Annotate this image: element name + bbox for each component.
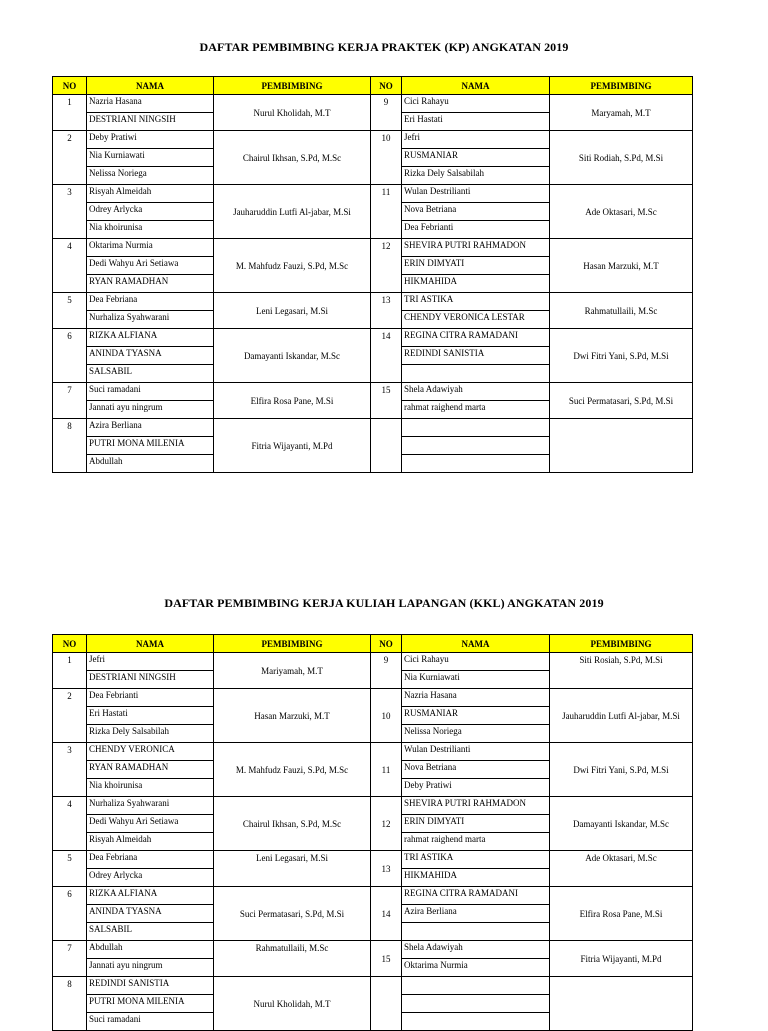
student-name-cell: Jefri bbox=[87, 653, 214, 671]
student-name-cell: Suci ramadani bbox=[87, 1013, 214, 1031]
student-name-cell: Nazria Hasana bbox=[402, 689, 550, 707]
student-name-cell: Nia khoirunisa bbox=[87, 779, 214, 797]
student-name-cell: Dea Febriana bbox=[87, 293, 214, 311]
student-name-cell: Odrey Arlycka bbox=[87, 869, 214, 887]
student-name-cell: REGINA CITRA RAMADANI bbox=[402, 329, 550, 347]
supervisor-cell: Fitria Wijayanti, M.Pd bbox=[550, 941, 693, 977]
student-name-cell: RUSMANIAR bbox=[402, 707, 550, 725]
table-row bbox=[53, 293, 693, 311]
student-name-cell bbox=[402, 995, 550, 1013]
student-no-cell: 7 bbox=[53, 383, 87, 419]
supervisor-cell: Siti Rodiah, S.Pd, M.Si bbox=[550, 131, 693, 185]
student-name-cell: Cici Rahayu bbox=[402, 95, 550, 113]
student-name-cell: Abdullah bbox=[87, 941, 214, 959]
supervisor-cell: Jauharuddin Lutfi Al-jabar, M.Si bbox=[214, 185, 371, 239]
student-name-cell: Nurhaliza Syahwarani bbox=[87, 311, 214, 329]
student-name-cell: ERIN DIMYATI bbox=[402, 815, 550, 833]
student-no-cell: 9 bbox=[371, 653, 402, 689]
supervisor-cell: Leni Legasari, M.Si bbox=[214, 851, 371, 887]
student-name-cell: Risyah Almeidah bbox=[87, 185, 214, 203]
student-name-cell: Nia khoirunisa bbox=[87, 221, 214, 239]
student-no-cell: 6 bbox=[53, 329, 87, 383]
student-name-cell: CHENDY VERONICA LESTAR bbox=[402, 311, 550, 329]
header-no: NO bbox=[53, 77, 87, 95]
student-name-cell bbox=[402, 977, 550, 995]
kp-table bbox=[52, 76, 693, 473]
student-name-cell: HIKMAHIDA bbox=[402, 275, 550, 293]
student-name-cell: REGINA CITRA RAMADANI bbox=[402, 887, 550, 905]
supervisor-cell: Chairul Ikhsan, S.Pd, M.Sc bbox=[214, 797, 371, 851]
student-no-cell: 9 bbox=[371, 95, 402, 131]
student-name-cell: Eri Hastati bbox=[87, 707, 214, 725]
supervisor-cell bbox=[550, 977, 693, 1031]
student-name-cell: RIZKA ALFIANA bbox=[87, 887, 214, 905]
student-name-cell: REDINDI SANISTIA bbox=[87, 977, 214, 995]
supervisor-cell: Rahmatullaili, M.Sc bbox=[550, 293, 693, 329]
table-row bbox=[53, 239, 693, 257]
student-name-cell: REDINDI SANISTIA bbox=[402, 347, 550, 365]
table-row bbox=[53, 887, 693, 905]
student-no-cell: 15 bbox=[371, 383, 402, 419]
header-nama: NAMA bbox=[87, 77, 214, 95]
student-no-cell: 14 bbox=[371, 887, 402, 941]
student-name-cell: PUTRI MONA MILENIA bbox=[87, 437, 214, 455]
supervisor-cell: Suci Permatasari, S.Pd, M.Si bbox=[550, 383, 693, 419]
supervisor-cell: Dwi Fitri Yani, S.Pd, M.Si bbox=[550, 743, 693, 797]
student-name-cell: Risyah Almeidah bbox=[87, 833, 214, 851]
student-name-cell: Wulan Destrilianti bbox=[402, 743, 550, 761]
student-name-cell: Dedi Wahyu Ari Setiawa bbox=[87, 815, 214, 833]
student-name-cell: Wulan Destrilianti bbox=[402, 185, 550, 203]
header-pembimbing: PEMBIMBING bbox=[550, 635, 693, 653]
student-no-cell: 11 bbox=[371, 743, 402, 797]
student-no-cell: 10 bbox=[371, 689, 402, 743]
student-name-cell: Oktarima Nurmia bbox=[402, 959, 550, 977]
student-name-cell: Nelissa Noriega bbox=[87, 167, 214, 185]
supervisor-cell: Leni Legasari, M.Si bbox=[214, 293, 371, 329]
student-name-cell: SALSABIL bbox=[87, 923, 214, 941]
header-nama: NAMA bbox=[402, 635, 550, 653]
kkl-title: DAFTAR PEMBIMBING KERJA KULIAH LAPANGAN (KKL) ANGKATAN 2019 bbox=[164, 596, 604, 610]
kkl-header-row bbox=[53, 635, 693, 653]
supervisor-cell: Ade Oktasari, M.Sc bbox=[550, 185, 693, 239]
student-name-cell: Suci ramadani bbox=[87, 383, 214, 401]
student-name-cell: rahmat raighend marta bbox=[402, 401, 550, 419]
student-no-cell: 15 bbox=[371, 941, 402, 977]
student-no-cell: 8 bbox=[53, 419, 87, 473]
header-pembimbing: PEMBIMBING bbox=[214, 635, 371, 653]
table-row bbox=[53, 743, 693, 761]
student-name-cell: Abdullah bbox=[87, 455, 214, 473]
student-no-cell: 4 bbox=[53, 239, 87, 293]
header-pembimbing: PEMBIMBING bbox=[550, 77, 693, 95]
student-name-cell: Nia Kurniawati bbox=[87, 149, 214, 167]
supervisor-cell: Ade Oktasari, M.Sc bbox=[550, 851, 693, 887]
student-name-cell: Nelissa Noriega bbox=[402, 725, 550, 743]
student-name-cell: HIKMAHIDA bbox=[402, 869, 550, 887]
supervisor-cell: Nurul Kholidah, M.T bbox=[214, 95, 371, 131]
supervisor-cell: Hasan Marzuki, M.T bbox=[214, 689, 371, 743]
student-name-cell: PUTRI MONA MILENIA bbox=[87, 995, 214, 1013]
kkl-table bbox=[52, 634, 693, 1031]
student-no-cell: 6 bbox=[53, 887, 87, 941]
supervisor-cell: Fitria Wijayanti, M.Pd bbox=[214, 419, 371, 473]
student-name-cell: Dea Febrianti bbox=[87, 689, 214, 707]
student-name-cell: RUSMANIAR bbox=[402, 149, 550, 167]
student-no-cell: 12 bbox=[371, 239, 402, 293]
kp-title: DAFTAR PEMBIMBING KERJA PRAKTEK (KP) ANGKATAN 2019 bbox=[199, 40, 569, 54]
student-name-cell bbox=[402, 365, 550, 383]
student-name-cell: ANINDA TYASNA bbox=[87, 347, 214, 365]
student-name-cell: DESTRIANI NINGSIH bbox=[87, 671, 214, 689]
student-name-cell: Deby Pratiwi bbox=[87, 131, 214, 149]
supervisor-cell: Nurul Kholidah, M.T bbox=[214, 977, 371, 1031]
student-no-cell: 1 bbox=[53, 653, 87, 689]
table-row bbox=[53, 185, 693, 203]
student-name-cell: SHEVIRA PUTRI RAHMADON bbox=[402, 797, 550, 815]
supervisor-cell: M. Mahfudz Fauzi, S.Pd, M.Sc bbox=[214, 239, 371, 293]
student-no-cell: 13 bbox=[371, 293, 402, 329]
table-row bbox=[53, 689, 693, 707]
table-row bbox=[53, 797, 693, 815]
student-name-cell: Nazria Hasana bbox=[87, 95, 214, 113]
table-row bbox=[53, 941, 693, 959]
supervisor-cell: Chairul Ikhsan, S.Pd, M.Sc bbox=[214, 131, 371, 185]
student-name-cell bbox=[402, 923, 550, 941]
table-row bbox=[53, 653, 693, 671]
student-name-cell: Azira Berliana bbox=[402, 905, 550, 923]
supervisor-cell: Dwi Fitri Yani, S.Pd, M.Si bbox=[550, 329, 693, 383]
student-name-cell: Oktarima Nurmia bbox=[87, 239, 214, 257]
student-name-cell: DESTRIANI NINGSIH bbox=[87, 113, 214, 131]
student-no-cell: 5 bbox=[53, 293, 87, 329]
table-row bbox=[53, 329, 693, 347]
student-name-cell: RYAN RAMADHAN bbox=[87, 761, 214, 779]
table-row bbox=[53, 95, 693, 113]
student-name-cell: Nova Betriana bbox=[402, 203, 550, 221]
student-name-cell: Nurhaliza Syahwarani bbox=[87, 797, 214, 815]
student-no-cell: 1 bbox=[53, 95, 87, 131]
header-nama: NAMA bbox=[402, 77, 550, 95]
table-row bbox=[53, 851, 693, 869]
header-no: NO bbox=[371, 635, 402, 653]
student-name-cell: ANINDA TYASNA bbox=[87, 905, 214, 923]
table-row bbox=[53, 131, 693, 149]
student-name-cell: Deby Pratiwi bbox=[402, 779, 550, 797]
student-name-cell: Nia Kurniawati bbox=[402, 671, 550, 689]
supervisor-cell: Hasan Marzuki, M.T bbox=[550, 239, 693, 293]
student-name-cell: Nova Betriana bbox=[402, 761, 550, 779]
student-name-cell bbox=[402, 437, 550, 455]
student-name-cell: RYAN RAMADHAN bbox=[87, 275, 214, 293]
student-no-cell: 3 bbox=[53, 185, 87, 239]
student-name-cell: Azira Berliana bbox=[87, 419, 214, 437]
student-name-cell: Jannati ayu ningrum bbox=[87, 401, 214, 419]
supervisor-cell: Maryamah, M.T bbox=[550, 95, 693, 131]
student-name-cell: Odrey Arlycka bbox=[87, 203, 214, 221]
supervisor-cell: Elfira Rosa Pane, M.Si bbox=[550, 887, 693, 941]
student-no-cell: 12 bbox=[371, 797, 402, 851]
kp-header-row bbox=[53, 77, 693, 95]
header-nama: NAMA bbox=[87, 635, 214, 653]
student-no-cell: 8 bbox=[53, 977, 87, 1031]
student-no-cell: 2 bbox=[53, 131, 87, 185]
student-name-cell: ERIN DIMYATI bbox=[402, 257, 550, 275]
student-no-cell: 10 bbox=[371, 131, 402, 185]
supervisor-cell: Damayanti Iskandar, M.Sc bbox=[550, 797, 693, 851]
student-name-cell bbox=[402, 419, 550, 437]
student-name-cell: TRI ASTIKA bbox=[402, 851, 550, 869]
supervisor-cell: Siti Rosiah, S.Pd, M.Si bbox=[550, 653, 693, 689]
student-name-cell: SALSABIL bbox=[87, 365, 214, 383]
student-name-cell: Rizka Dely Salsabilah bbox=[402, 167, 550, 185]
student-name-cell: Dedi Wahyu Ari Setiawa bbox=[87, 257, 214, 275]
student-no-cell: 14 bbox=[371, 329, 402, 383]
student-name-cell: Dea Febrianti bbox=[402, 221, 550, 239]
supervisor-cell: Mariyamah, M.T bbox=[214, 653, 371, 689]
student-name-cell: CHENDY VERONICA bbox=[87, 743, 214, 761]
student-no-cell bbox=[371, 419, 402, 473]
table-row bbox=[53, 419, 693, 437]
header-no: NO bbox=[371, 77, 402, 95]
supervisor-cell: Rahmatullaili, M.Sc bbox=[214, 941, 371, 977]
student-name-cell: Jannati ayu ningrum bbox=[87, 959, 214, 977]
student-no-cell bbox=[371, 977, 402, 1031]
table-row bbox=[53, 383, 693, 401]
student-no-cell: 2 bbox=[53, 689, 87, 743]
student-no-cell: 7 bbox=[53, 941, 87, 977]
student-name-cell: Shela Adawiyah bbox=[402, 383, 550, 401]
student-name-cell: Cici Rahayu bbox=[402, 653, 550, 671]
student-name-cell: rahmat raighend marta bbox=[402, 833, 550, 851]
student-name-cell: SHEVIRA PUTRI RAHMADON bbox=[402, 239, 550, 257]
supervisor-cell: M. Mahfudz Fauzi, S.Pd, M.Sc bbox=[214, 743, 371, 797]
student-name-cell: RIZKA ALFIANA bbox=[87, 329, 214, 347]
student-no-cell: 5 bbox=[53, 851, 87, 887]
student-no-cell: 3 bbox=[53, 743, 87, 797]
student-name-cell bbox=[402, 1013, 550, 1031]
supervisor-cell: Jauharuddin Lutfi Al-jabar, M.Si bbox=[550, 689, 693, 743]
student-name-cell: Rizka Dely Salsabilah bbox=[87, 725, 214, 743]
student-no-cell: 4 bbox=[53, 797, 87, 851]
student-name-cell: Jefri bbox=[402, 131, 550, 149]
supervisor-cell: Suci Permatasari, S.Pd, M.Si bbox=[214, 887, 371, 941]
supervisor-cell: Elfira Rosa Pane, M.Si bbox=[214, 383, 371, 419]
table-row bbox=[53, 977, 693, 995]
student-name-cell bbox=[402, 455, 550, 473]
student-name-cell: Shela Adawiyah bbox=[402, 941, 550, 959]
student-no-cell: 13 bbox=[371, 851, 402, 887]
header-no: NO bbox=[53, 635, 87, 653]
student-name-cell: Dea Febriana bbox=[87, 851, 214, 869]
supervisor-cell: Damayanti Iskandar, M.Sc bbox=[214, 329, 371, 383]
header-pembimbing: PEMBIMBING bbox=[214, 77, 371, 95]
student-no-cell: 11 bbox=[371, 185, 402, 239]
supervisor-cell bbox=[550, 419, 693, 473]
student-name-cell: TRI ASTIKA bbox=[402, 293, 550, 311]
student-name-cell: Eri Hastati bbox=[402, 113, 550, 131]
